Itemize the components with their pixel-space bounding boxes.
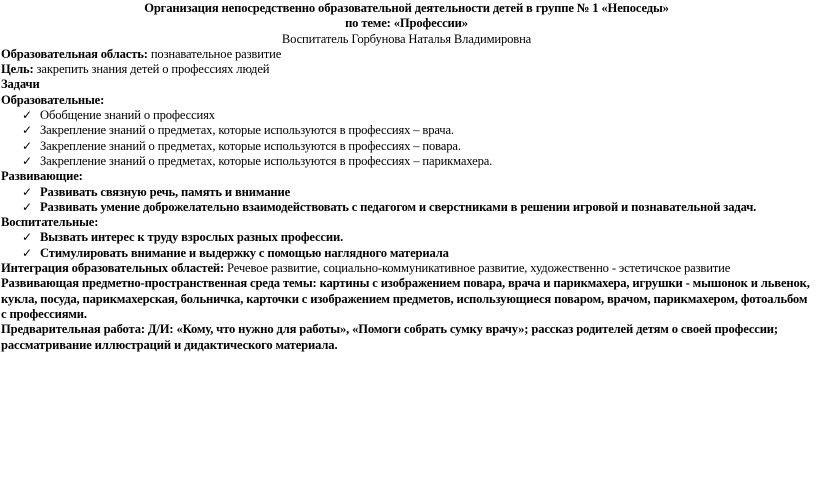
list-item-text: Развивать умение доброжелательно взаимодействовать с педагогом и сверстниками в решении игровой и познавательной задач. xyxy=(40,199,757,214)
list-item xyxy=(20,154,812,169)
check-mark-icon: ✓ xyxy=(22,138,32,153)
environment-paragraph xyxy=(1,276,812,322)
list-item xyxy=(20,108,812,123)
integration-paragraph xyxy=(1,261,812,276)
integration-label: Интеграция образовательных областей: xyxy=(1,261,225,276)
document-title: Организация непосредственно образовательной деятельности детей в группе № 1 «Непоседы» xyxy=(144,1,669,15)
integration-value: Речевое развитие, социально-коммуникативное развитие, художественно - эстетичское развитие xyxy=(224,261,731,276)
goal-line xyxy=(1,62,812,77)
list-item xyxy=(20,185,812,200)
check-mark-icon: ✓ xyxy=(22,245,32,260)
title-block xyxy=(1,0,812,47)
educational-area-label: Образовательная область: xyxy=(1,46,148,61)
list-item-text: Закрепление знаний о предметах, которые используются в профессиях – повара. xyxy=(40,138,461,153)
educational-list xyxy=(1,108,812,169)
upbringing-list xyxy=(1,230,812,261)
environment-label: Развивающая предметно-пространственная среда темы: xyxy=(1,276,317,291)
list-item-text: Закрепление знаний о предметах, которые используются в профессиях – парикмахера. xyxy=(40,153,493,168)
document-topic: по теме: «Профессии» xyxy=(345,16,468,31)
goal-value: закрепить знания детей о профессиях людей xyxy=(33,62,270,77)
preliminary-paragraph xyxy=(1,322,812,353)
educational-area-line xyxy=(1,47,812,62)
tasks-heading: Задачи xyxy=(1,77,40,92)
environment-value: картины с изображением повара, врача и парикмахера, игрушки - мышонок и львенок, кукла, посуда, парикмахерская, больничка, карточки с изображением предметов, использующиеся поваром, врачом, парикмахером, фотоальбом с профессиями. xyxy=(1,276,810,321)
check-mark-icon: ✓ xyxy=(22,108,32,123)
list-item xyxy=(20,230,812,245)
developing-list xyxy=(1,185,812,216)
check-mark-icon: ✓ xyxy=(22,199,32,214)
check-mark-icon: ✓ xyxy=(22,230,32,245)
goal-label: Цель: xyxy=(1,62,34,77)
list-item xyxy=(20,123,812,138)
list-item-text: Вызвать интерес к труду взрослых разных профессии. xyxy=(40,230,344,245)
check-mark-icon: ✓ xyxy=(22,184,32,199)
list-item-text: Закрепление знаний о предметах, которые используются в профессиях – врача. xyxy=(40,123,454,138)
list-item xyxy=(20,200,812,215)
check-mark-icon: ✓ xyxy=(22,123,32,138)
list-item-text: Обобщение знаний о профессиях xyxy=(40,108,215,123)
list-item-text: Стимулировать внимание и выдержку с помощью наглядного материала xyxy=(40,245,449,260)
upbringing-heading: Воспитательные: xyxy=(1,215,99,230)
educational-area-value: познавательное развитие xyxy=(147,46,282,61)
list-item xyxy=(20,139,812,154)
developing-heading: Развивающие: xyxy=(1,169,83,184)
check-mark-icon: ✓ xyxy=(22,153,32,168)
list-item-text: Развивать связную речь, память и внимание xyxy=(40,184,291,199)
list-item xyxy=(20,246,812,261)
educational-heading: Образовательные: xyxy=(1,92,105,107)
author-line: Воспитатель Горбунова Наталья Владимировна xyxy=(281,31,532,46)
preliminary-label: Предварительная работа: Д/И: xyxy=(1,322,174,337)
preliminary-value: «Кому, что нужно для работы», «Помоги собрать сумку врачу»; рассказ родителей детям о своей профессии; рассматривание иллюстраций и дидактического материала. xyxy=(1,322,778,352)
